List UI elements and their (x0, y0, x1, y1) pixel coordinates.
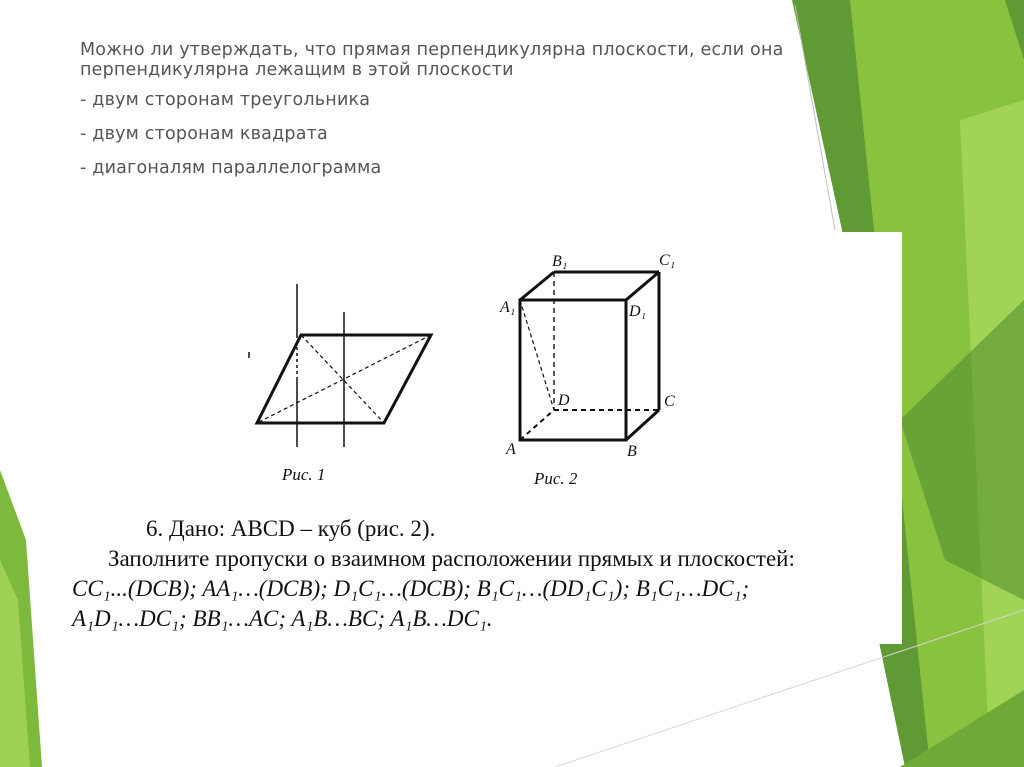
task-lead: Заполните пропуски о взаимном расположении прямых и плоскостей: (108, 546, 795, 571)
task-given: Дано: ABCD – куб (рис. 2). (169, 516, 436, 541)
question-item-triangle: - двум сторонам треугольника (80, 90, 371, 110)
hidden-a1-d (520, 300, 554, 410)
figure-2-cube (520, 272, 659, 440)
figure-2-caption: Рис. 2 (534, 469, 578, 488)
edge-b-c (626, 410, 659, 440)
task-line-1: CC₁...(DCB); AA₁…(DCB); D₁C₁…(DCB); B₁C₁…(DD₁C₁); B₁C₁…DC₁; (72, 576, 750, 601)
label-a: A (506, 441, 516, 458)
label-d: D (558, 392, 570, 409)
label-c1: C₁ (659, 252, 676, 269)
cube-front-face (520, 300, 626, 440)
label-b1: B₁ (552, 253, 568, 270)
question-item-square: - двум сторонам квадрата (80, 124, 328, 144)
label-a1: A₁ (500, 299, 516, 316)
label-b: B (627, 443, 637, 460)
edge-d1-c1 (626, 272, 659, 300)
task-number: 6. (146, 516, 164, 541)
label-c: C (664, 393, 675, 410)
hidden-edge-a-d (520, 410, 554, 440)
task-heading (146, 515, 435, 542)
question-item-parallelogram: - диагоналям параллелограмма (80, 158, 382, 178)
edge-a1-b1 (520, 272, 554, 300)
question-text (80, 40, 800, 178)
figure-1-caption: Рис. 1 (282, 465, 326, 484)
task-line-2: A₁D₁…DC₁; BB₁…AC; A₁B…BC; A₁B…DC₁. (72, 606, 493, 631)
question-intro: Можно ли утверждать, что прямая перпендикулярна плоскости, если она перпендикулярна лежащим в этой плоскости (80, 40, 784, 80)
label-d1: D₁ (629, 303, 647, 320)
diagonal-1 (301, 335, 384, 423)
textbook-scan-image (54, 232, 902, 644)
figure-1 (249, 284, 431, 447)
